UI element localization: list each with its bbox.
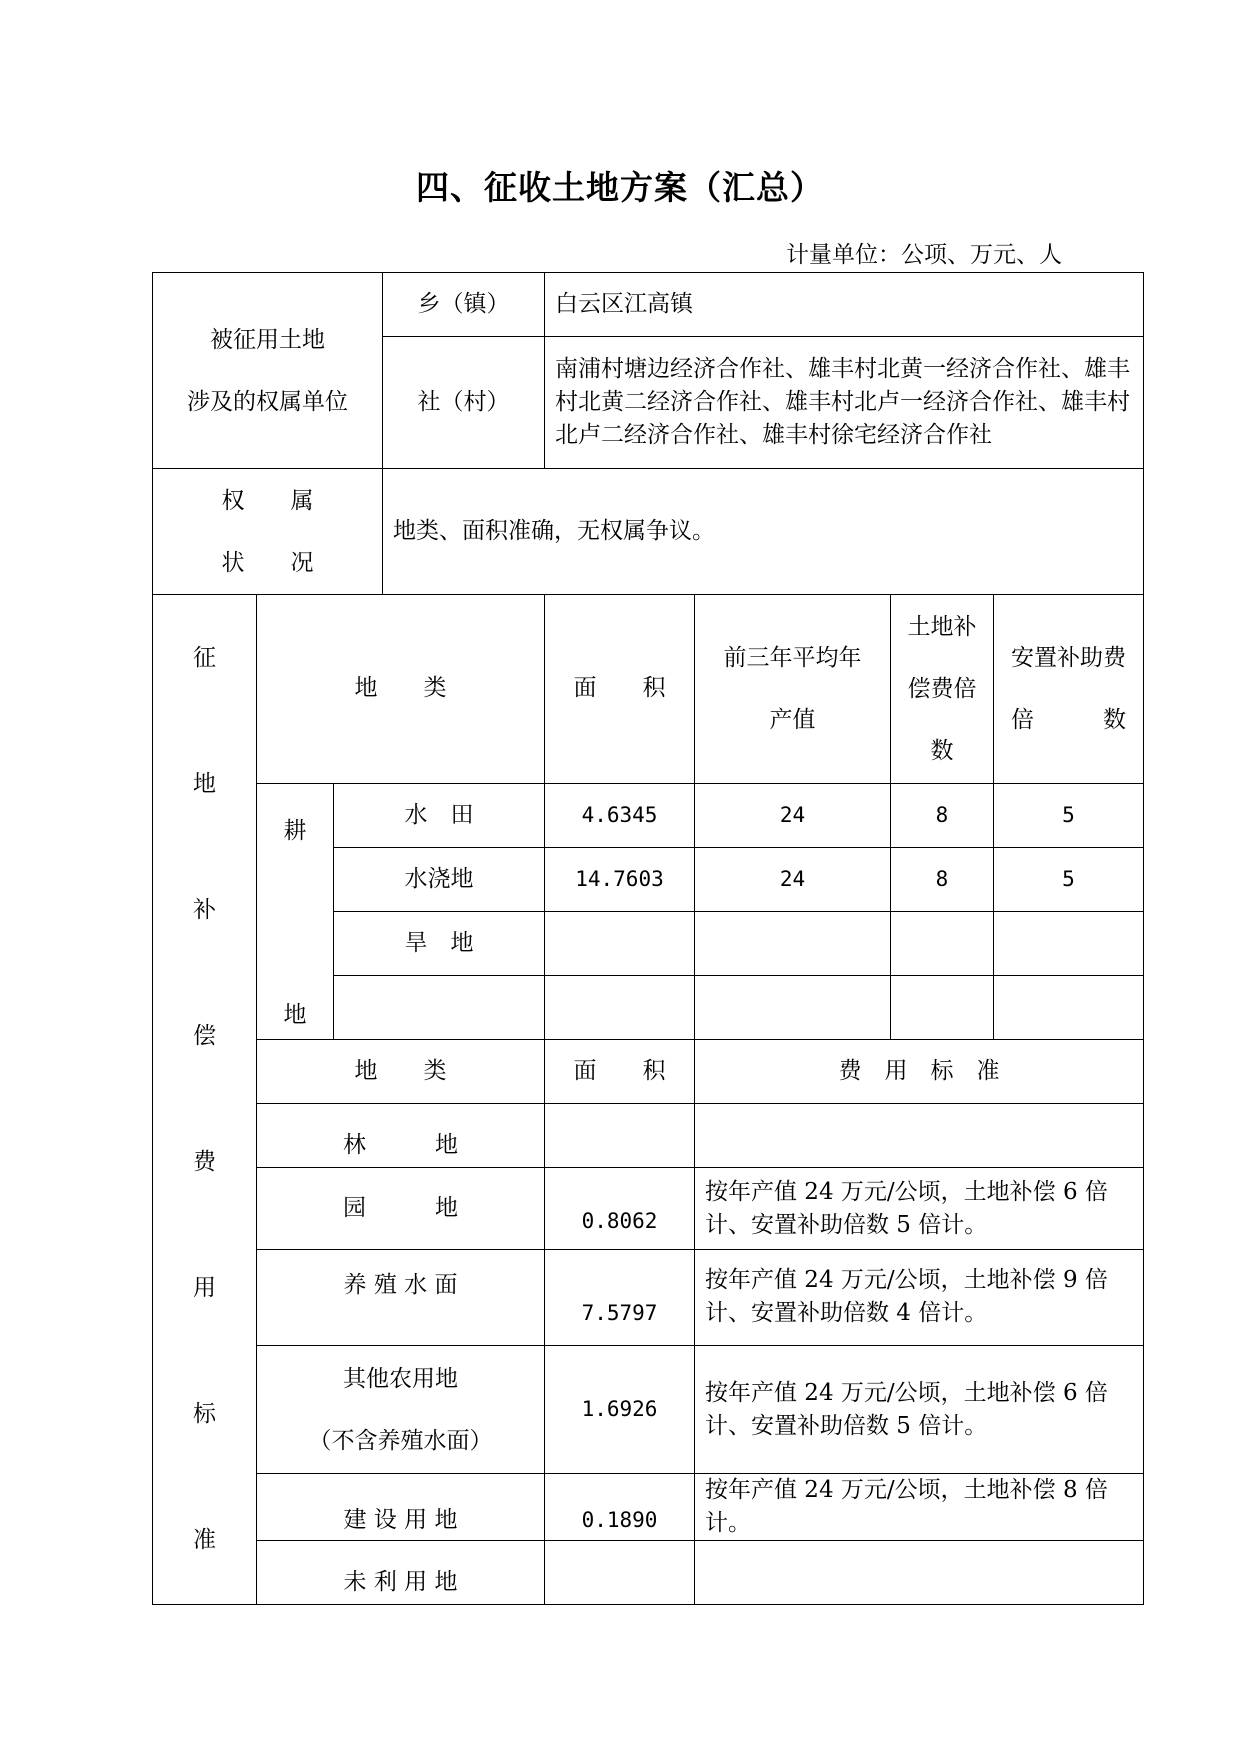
header-land-mult — [891, 595, 994, 784]
side-char-2: 地 — [193, 771, 216, 797]
header2-area: 面 积 — [545, 1040, 695, 1104]
side-char-8: 准 — [193, 1527, 216, 1553]
arable-land-mult: 8 — [891, 784, 994, 848]
arable-resettle — [994, 912, 1144, 976]
arable-type: 水 田 — [334, 784, 545, 848]
other-area: 0.1890 — [545, 1474, 695, 1541]
other-type: 养 殖 水 面 — [257, 1250, 545, 1346]
arable-area — [545, 912, 695, 976]
arable-value — [695, 912, 891, 976]
land-requisition-table — [152, 272, 1144, 1605]
header-resettle-l2: 倍 数 — [1011, 707, 1126, 733]
other-standard: 按年产值 24 万元/公顷，土地补偿 6 倍计、安置补助倍数 5 倍计。 — [695, 1168, 1144, 1250]
header-avg-value-l1: 前三年平均年 — [723, 645, 862, 671]
other-type-cell — [257, 1346, 545, 1474]
header-avg-value — [695, 595, 891, 784]
arable-area: 4.6345 — [545, 784, 695, 848]
arable-type: 水浇地 — [334, 848, 545, 912]
other-type: 园 地 — [257, 1168, 545, 1250]
other-type: 林 地 — [257, 1104, 545, 1168]
measurement-unit: 计量单位：公项、万元、人 — [786, 242, 1062, 268]
arable-land-mult: 8 — [891, 848, 994, 912]
arable-resettle: 5 — [994, 848, 1144, 912]
village-value: 南浦村塘边经济合作社、雄丰村北黄一经济合作社、雄丰村北黄二经济合作社、雄丰村北卢一经济合作社、雄丰村北卢二经济合作社、雄丰村徐宅经济合作社 — [545, 337, 1144, 469]
other-type: 其他农用地 — [343, 1365, 458, 1392]
arable-area: 14.7603 — [545, 848, 695, 912]
header-land-mult-l3: 数 — [930, 738, 954, 764]
other-standard: 按年产值 24 万元/公顷，土地补偿 6 倍计、安置补助倍数 5 倍计。 — [695, 1346, 1144, 1474]
village-label: 社（村） — [383, 337, 545, 469]
arable-label-cell — [257, 784, 334, 1040]
other-area — [545, 1104, 695, 1168]
arable-resettle: 5 — [994, 784, 1144, 848]
arable-value: 24 — [695, 848, 891, 912]
status-label-line1: 权 属 — [221, 487, 314, 514]
side-char-3: 补 — [193, 897, 216, 923]
other-type-l2: （不含养殖水面） — [308, 1427, 493, 1454]
arable-land-mult — [891, 976, 994, 1040]
other-area: 1.6926 — [545, 1346, 695, 1474]
status-label-line2: 状 况 — [221, 549, 314, 576]
other-area — [545, 1541, 695, 1605]
header-area: 面 积 — [545, 595, 695, 784]
other-type: 未 利 用 地 — [257, 1541, 545, 1605]
other-standard — [695, 1104, 1144, 1168]
status-label-cell — [153, 469, 383, 595]
header-land-mult-l1: 土地补 — [907, 614, 977, 640]
other-area: 7.5797 — [545, 1250, 695, 1346]
side-char-5: 费 — [193, 1149, 216, 1175]
town-label: 乡（镇） — [383, 273, 545, 337]
side-char-4: 偿 — [193, 1023, 216, 1049]
other-standard: 按年产值 24 万元/公顷，土地补偿 9 倍计、安置补助倍数 4 倍计。 — [695, 1250, 1144, 1346]
other-standard — [695, 1541, 1144, 1605]
town-value: 白云区江高镇 — [545, 273, 1144, 337]
side-char-6: 用 — [193, 1275, 216, 1301]
owner-label-line2: 涉及的权属单位 — [187, 388, 348, 415]
arable-type — [334, 976, 545, 1040]
document-title: 四、征收土地方案（汇总） — [416, 168, 824, 207]
comp-side-label — [153, 595, 257, 1605]
arable-value — [695, 976, 891, 1040]
owner-label-line1: 被征用土地 — [210, 326, 325, 353]
arable-label-bottom: 地 — [283, 1001, 307, 1028]
header-resettle-l1: 安置补助费 — [1011, 645, 1126, 671]
side-char-1: 征 — [193, 645, 216, 671]
arable-area — [545, 976, 695, 1040]
other-standard: 按年产值 24 万元/公顷，土地补偿 8 倍计。 — [695, 1474, 1144, 1541]
header-resettle — [994, 595, 1144, 784]
arable-label-top: 耕 — [283, 818, 307, 844]
header-avg-value-l2: 产值 — [769, 707, 816, 733]
arable-land-mult — [891, 912, 994, 976]
header-land-mult-l2: 偿费倍 — [907, 676, 977, 702]
arable-type: 旱 地 — [334, 912, 545, 976]
other-area: 0.8062 — [545, 1168, 695, 1250]
other-type: 建 设 用 地 — [257, 1474, 545, 1541]
header2-standard: 费 用 标 准 — [695, 1040, 1144, 1104]
owner-label-cell — [153, 273, 383, 469]
arable-value: 24 — [695, 784, 891, 848]
status-value: 地类、面积准确，无权属争议。 — [383, 469, 1144, 595]
side-char-7: 标 — [193, 1401, 216, 1427]
header-land-type: 地 类 — [257, 595, 545, 784]
header2-land-type: 地 类 — [257, 1040, 545, 1104]
arable-resettle — [994, 976, 1144, 1040]
